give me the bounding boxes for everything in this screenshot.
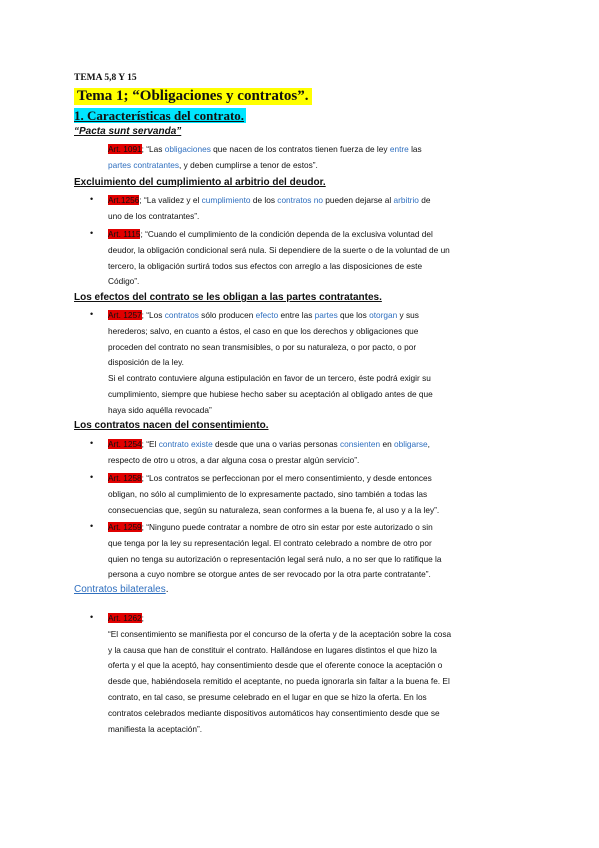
text: que nacen de los contratos tienen fuerza de ley [210, 144, 390, 154]
keyword: partes [314, 310, 338, 320]
section-excluimiento: Excluimiento del cumplimiento al arbitrio del deudor. [74, 177, 326, 188]
keyword: entre [389, 144, 409, 154]
text: desde que, habiéndosela remitido el aceptante, no pueda ignorarla sin faltar a la buena fe. El [108, 676, 450, 687]
bullet: • [90, 194, 94, 204]
article-label: Art. 1115 [108, 229, 141, 239]
text: persona a cuyo nombre se otorgue antes de ser revocado por la otra parte contratante”. [108, 569, 431, 580]
text: respecto de otro u otros, a dar alguna cosa o prestar algún servicio”. [108, 454, 360, 465]
keyword: contratos no [277, 195, 323, 205]
bullet: • [90, 612, 94, 622]
article-label: Art. 1254 [108, 439, 142, 449]
text: consecuencias que, según su naturaleza, sean conformes a la buena fe, al uso y a la ley”. [108, 504, 440, 515]
text: ; “Ninguno puede contratar a nombre de otro sin estar por este autorizado o sin [141, 522, 433, 532]
article-label: Art. 1258 [108, 473, 142, 483]
pacta-sunt-servanda: “Pacta sunt servanda” [74, 126, 182, 137]
text: que tenga por la ley su representación legal. El contrato celebrado a nombre de otro por [108, 537, 432, 548]
bullet: • [90, 228, 94, 238]
text: entre las [278, 310, 315, 320]
text: ; [141, 613, 144, 623]
section-nacen: Los contratos nacen del consentimiento. [74, 420, 269, 431]
text: manifiesta la aceptación”. [108, 723, 203, 734]
keyword: obligaciones [164, 144, 211, 154]
text: ; “La validez y el [139, 195, 202, 205]
art-1256-block [108, 193, 528, 225]
text: contratos celebrados mediante dispositivos automáticos hay consentimiento desde que se [108, 707, 440, 718]
document-tema: TEMA 5,8 Y 15 [74, 73, 137, 83]
text: Si el contrato contuviere alguna estipulación en favor de un tercero, éste podrá exigir su [108, 373, 431, 384]
text: y la causa que han de constituir el contrato. Hallándose en lugares distintos el que hizo la [108, 644, 437, 655]
text: oferta y el que la aceptó, hay consentimiento desde que el oferente conoce la aceptación o [108, 660, 443, 671]
text: Código”. [108, 276, 140, 287]
text: pueden dejarse al [322, 195, 394, 205]
text: quien no tenga su autorización o representación legal será nulo, a no ser que lo ratifique la [108, 553, 442, 564]
bullet: • [90, 309, 94, 319]
text: , [427, 439, 430, 449]
text: “El consentimiento se manifiesta por el concurso de la oferta y de la aceptación sobre la cosa [108, 628, 452, 639]
keyword: efecto [255, 310, 279, 320]
bullet: • [90, 472, 94, 482]
keyword: consienten [340, 439, 381, 449]
text: sólo producen [198, 310, 256, 320]
text: deudor, la obligación condicional será nula. Si dependiere de la suerte o de la voluntad de un [108, 244, 450, 255]
article-label: Art.1256 [108, 195, 140, 205]
section-bilaterales [74, 584, 169, 595]
text: de los [250, 195, 278, 205]
heading-period: . [165, 584, 169, 595]
text: disposición de la ley. [108, 357, 184, 368]
text: proceden del contrato no sean transmisibles, o por su naturaleza, o por pacto, o por [108, 341, 417, 352]
text: ; “Cuando el cumplimiento de la condición dependa de la exclusiva voluntad del [140, 229, 433, 239]
article-label: Art. 1091 [108, 144, 142, 154]
art-1262-block [108, 611, 533, 737]
text: de [418, 195, 431, 205]
art-1258-block [108, 471, 533, 518]
keyword: contratos [164, 310, 199, 320]
text: las [408, 144, 422, 154]
text: haya sido aquélla revocada” [108, 404, 212, 415]
text: ; “Los [141, 310, 165, 320]
text: uno de los contratantes”. [108, 210, 200, 221]
art-1115-block [108, 227, 533, 290]
text: y sus [397, 310, 419, 320]
article-label: Art. 1262 [108, 613, 142, 623]
keyword: otorgan [369, 310, 398, 320]
tema-1-title: Tema 1; “Obligaciones y contratos”. [74, 88, 312, 105]
text: cumplimiento, siempre que hubiese hecho saber su aceptación al obligado antes de que [108, 388, 433, 399]
art-1257-block [108, 308, 533, 419]
bullet: • [90, 438, 94, 448]
article-label: Art. 1257 [108, 310, 142, 320]
text: en [380, 439, 394, 449]
text: ; “Las [141, 144, 165, 154]
keyword: arbitrio [393, 195, 419, 205]
keyword: obligarse [394, 439, 428, 449]
text: que los [337, 310, 370, 320]
article-label: Art. 1259 [108, 522, 142, 532]
keyword: partes contratantes [108, 159, 180, 170]
section-caracteristicas: 1. Características del contrato. [74, 108, 245, 123]
text: desde que una o varias personas [212, 439, 341, 449]
art-1091-block [108, 142, 528, 174]
text: obligan, no sólo al cumplimiento de lo expresamente pactado, sino también a todas las [108, 488, 428, 499]
section-efectos: Los efectos del contrato se les obligan a las partes contratantes. [74, 292, 382, 303]
keyword: contrato existe [158, 439, 213, 449]
bullet: • [90, 521, 94, 531]
art-1254-block [108, 437, 533, 469]
text: , y deben cumplirse a tenor de estos”. [179, 159, 318, 170]
art-1259-block [108, 520, 533, 583]
text: contrato, en tal caso, se presume celebrado en el lugar en que se hizo la oferta. En los [108, 691, 427, 702]
keyword: cumplimiento [201, 195, 251, 205]
text: herederos; salvo, en cuanto a éstos, el caso en que los derechos y obligaciones que [108, 325, 419, 336]
text: ; “El [141, 439, 159, 449]
text: tercero, la obligación surtirá todos sus efectos con arreglo a las disposiciones de este [108, 260, 423, 271]
bilaterales-heading: Contratos bilaterales [74, 584, 166, 595]
text: ; “Los contratos se perfeccionan por el mero consentimiento, y desde entonces [141, 473, 432, 483]
